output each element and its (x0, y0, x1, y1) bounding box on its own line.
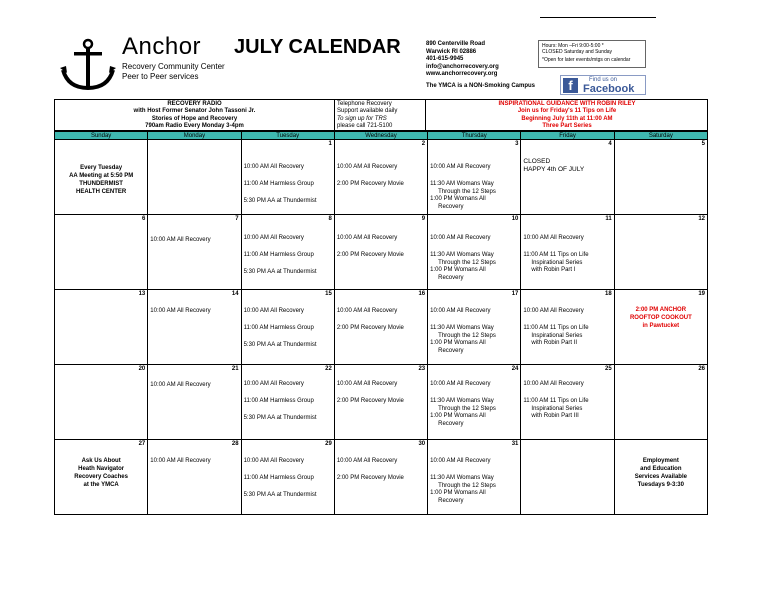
note-line: 2:00 PM ANCHOR (635, 307, 687, 313)
calendar-grid (54, 131, 708, 515)
event: 2:00 PM Recovery Movie (336, 475, 404, 481)
day-number: 5 (701, 141, 705, 147)
day-number: 25 (605, 366, 612, 372)
phone-line: please call 721-5100 (337, 123, 393, 130)
day-cell (241, 290, 334, 365)
phone-line: Support available daily (337, 108, 398, 115)
weekday-header (55, 132, 708, 140)
event: 11:00 AM Harmless Group (243, 475, 314, 481)
day-number: 22 (325, 366, 332, 372)
event: 10:00 AM All Recovery (243, 235, 304, 241)
event: 11:00 AM Harmless Group (243, 398, 314, 404)
day-cell (148, 290, 241, 365)
event: 11:30 AM Womans Way (430, 181, 494, 187)
event: Through the 12 Steps (438, 405, 496, 412)
event: 10:00 AM All Recovery (336, 235, 398, 241)
aa-note (55, 164, 147, 196)
day-cell (148, 140, 241, 215)
event: 10:00 AM All Recovery (430, 235, 491, 241)
event: Recovery (438, 203, 464, 210)
hours-line-2: CLOSED Saturday and Sunday (542, 49, 613, 55)
event: 11:00 AM 11 Tips on Life (523, 398, 589, 404)
note-line: ROOFTOP COOKOUT (629, 315, 692, 321)
day-number: 6 (141, 216, 146, 222)
weekday-wednesday: Wednesday (334, 132, 427, 140)
radio-line: Stories of Hope and Recovery (151, 115, 238, 122)
event: 2:00 PM Recovery Movie (336, 181, 404, 187)
day-number: 7 (235, 216, 239, 222)
tagline-line-2: Peer to Peer services (122, 72, 199, 81)
info-banner (54, 99, 708, 131)
day-number: 2 (421, 141, 426, 147)
week-row (55, 215, 708, 290)
day-number: 19 (698, 291, 705, 297)
day-number: 29 (325, 441, 332, 447)
phone-line: To sign up for TRS (337, 115, 387, 122)
event: 10:00 AM All Recovery (150, 382, 211, 388)
hours-line-3: *Open for later events/mtgs on calendar (542, 57, 631, 63)
event: 10:00 AM All Recovery (336, 164, 398, 170)
event: 10:00 AM All Recovery (243, 458, 304, 464)
event: 11:30 AM Womans Way (430, 398, 494, 404)
day-cell (521, 140, 614, 215)
event: 10:00 AM All Recovery (336, 458, 398, 464)
event: Through the 12 Steps (438, 332, 496, 339)
week-row (55, 290, 708, 365)
event: 10:00 AM All Recovery (523, 308, 584, 314)
event: 1:00 PM Womans All (430, 413, 486, 419)
telephone-recovery (335, 100, 426, 130)
day-cell (148, 440, 241, 515)
day-number: 3 (515, 141, 519, 147)
note-line: and Education (640, 466, 682, 472)
weekday-sunday: Sunday (55, 132, 148, 140)
note-line: in Pawtucket (642, 323, 680, 329)
event: 11:00 AM 11 Tips on Life (523, 325, 589, 331)
inspirational-guidance (427, 100, 707, 131)
day-cell (55, 290, 148, 365)
day-cell (428, 440, 521, 515)
note-line: Tuesdays 9-3:30 (637, 482, 684, 488)
weekday-monday: Monday (148, 132, 241, 140)
day-cell (334, 365, 427, 440)
event: 10:00 AM All Recovery (523, 235, 584, 241)
day-cell (241, 215, 334, 290)
day-cell (55, 365, 148, 440)
day-number: 27 (138, 441, 146, 447)
event: 1:00 PM Womans All (430, 196, 486, 202)
week-row (55, 140, 708, 215)
campus-note: The YMCA is a NON-Smoking Campus (426, 83, 536, 89)
event: 10:00 AM All Recovery (430, 308, 491, 314)
event: 10:00 AM All Recovery (150, 308, 211, 314)
day-cell (428, 290, 521, 365)
facebook-find-label: Find us on (589, 77, 618, 83)
event: 5:30 PM AA at Thundermist (243, 492, 317, 498)
day-cell (521, 215, 614, 290)
event: Through the 12 Steps (438, 482, 496, 489)
note-line: AA Meeting at 5:50 PM (69, 173, 134, 179)
weekday-tuesday: Tuesday (241, 132, 334, 140)
event: 1:00 PM Womans All (430, 340, 486, 346)
day-number: 9 (421, 216, 426, 222)
note-line: THUNDERMIST (79, 181, 123, 187)
email-link[interactable]: info@anchorrecovery.org (426, 63, 499, 70)
phone: 401-615-9945 (426, 56, 464, 62)
weekday-saturday: Saturday (614, 132, 707, 140)
day-number: 12 (698, 216, 705, 222)
tagline-line-1: Recovery Community Center (122, 62, 225, 71)
day-number: 11 (605, 216, 612, 222)
event: 1:00 PM Womans All (430, 490, 486, 496)
event: Inspirational Series (531, 332, 583, 339)
day-number: 26 (698, 366, 705, 372)
event: 10:00 AM All Recovery (336, 381, 398, 387)
day-cell (614, 440, 707, 515)
event: 11:00 AM Harmless Group (243, 252, 314, 258)
week-row (55, 440, 708, 515)
day-cell (55, 215, 148, 290)
event: 5:30 PM AA at Thundermist (243, 342, 317, 348)
employment-note (615, 457, 707, 489)
navigator-note (55, 457, 147, 489)
day-number: 31 (511, 441, 519, 447)
day-number: 30 (418, 441, 426, 447)
event: 5:30 PM AA at Thundermist (243, 269, 317, 275)
event: 2:00 PM Recovery Movie (336, 325, 404, 331)
day-cell (428, 140, 521, 215)
day-cell (428, 365, 521, 440)
note-line: Ask Us About (81, 458, 121, 464)
day-number: 4 (608, 141, 612, 147)
address-line-1: 890 Centerville Road (426, 41, 486, 47)
cookout-note (615, 306, 707, 330)
radio-line: 790am Radio Every Monday 3-4pm (145, 123, 244, 130)
note-line: Services Available (634, 474, 687, 480)
event: 10:00 AM All Recovery (150, 458, 211, 464)
radio-line: RECOVERY RADIO (167, 101, 222, 107)
day-cell (241, 440, 334, 515)
radio-line: with Host Former Senator John Tassoni Jr. (133, 108, 256, 115)
day-number: 17 (511, 291, 519, 297)
day-cell (521, 365, 614, 440)
day-number: 1 (328, 141, 332, 147)
event: 11:00 AM 11 Tips on Life (523, 252, 589, 258)
day-cell (614, 290, 707, 365)
event: 10:00 AM All Recovery (150, 237, 211, 243)
event: Through the 12 Steps (438, 259, 496, 266)
event: 11:30 AM Womans Way (430, 475, 494, 481)
day-cell (614, 365, 707, 440)
website-link[interactable]: www.anchorrecovery.org (426, 71, 498, 77)
anchor-logo-icon (60, 38, 116, 92)
event: 5:30 PM AA at Thundermist (243, 198, 317, 204)
note-line: at the YMCA (83, 482, 119, 488)
day-number: 16 (418, 291, 426, 297)
day-cell (521, 440, 614, 515)
day-cell (241, 140, 334, 215)
event: 11:30 AM Womans Way (430, 252, 494, 258)
facebook-label: Facebook (583, 83, 635, 95)
brand-tagline (122, 62, 225, 82)
event: with Robin Part I (531, 267, 576, 273)
event: Inspirational Series (531, 405, 583, 412)
day-cell (614, 215, 707, 290)
brand-name: Anchor (122, 33, 202, 60)
event: 11:00 AM Harmless Group (243, 325, 314, 331)
event: Recovery (438, 420, 464, 427)
day-cell (55, 140, 148, 215)
day-number: 23 (418, 366, 426, 372)
event: Through the 12 Steps (438, 188, 496, 195)
event: Recovery (438, 274, 464, 281)
note-line: Heath Navigator (78, 466, 125, 472)
day-cell (614, 140, 707, 215)
day-number: 10 (511, 216, 519, 222)
recovery-radio (55, 100, 335, 131)
day-cell (334, 140, 427, 215)
day-number: 8 (328, 216, 332, 222)
day-cell (334, 215, 427, 290)
day-cell (148, 215, 241, 290)
day-number: 18 (605, 291, 612, 297)
guidance-line: INSPIRATIONAL GUIDANCE WITH ROBIN RILEY (498, 101, 636, 107)
event: 2:00 PM Recovery Movie (336, 398, 404, 404)
day-cell (241, 365, 334, 440)
hours-line-1: Hours: Mon –Fri 9:00-5:00 * (542, 43, 604, 49)
guidance-line: Beginning July 11th at 11:00 AM (521, 115, 613, 122)
note-line: Recovery Coaches (74, 474, 128, 480)
event: 10:00 AM All Recovery (243, 308, 304, 314)
event: 10:00 AM All Recovery (243, 381, 304, 387)
event: Recovery (438, 497, 464, 504)
event: with Robin Part II (531, 340, 578, 346)
day-cell (521, 290, 614, 365)
event: Recovery (438, 347, 464, 354)
event: with Robin Part III (531, 413, 579, 419)
day-number: 28 (231, 441, 239, 447)
event: 10:00 AM All Recovery (523, 381, 584, 387)
phone-line: Telephone Recovery (337, 101, 392, 107)
event: 10:00 AM All Recovery (430, 458, 491, 464)
event: 1:00 PM Womans All (430, 267, 486, 273)
day-cell (148, 365, 241, 440)
day-number: 15 (325, 291, 332, 297)
event: 11:00 AM Harmless Group (243, 181, 314, 187)
note-line: Every Tuesday (80, 165, 123, 171)
day-number: 20 (138, 366, 146, 372)
page-title: JULY CALENDAR (234, 36, 401, 58)
event: 10:00 AM All Recovery (430, 164, 491, 170)
facebook-icon: f (563, 78, 578, 93)
guidance-line: Three Part Series (542, 123, 592, 130)
holiday-note: HAPPY 4th OF JULY (523, 166, 585, 173)
weekday-thursday: Thursday (428, 132, 521, 140)
guidance-line: Join us for Friday's 11 Tips on Life (517, 108, 617, 115)
event: 5:30 PM AA at Thundermist (243, 415, 317, 421)
event: 11:30 AM Womans Way (430, 325, 494, 331)
day-number: 24 (511, 366, 519, 372)
contact-block (426, 41, 499, 79)
day-cell (55, 440, 148, 515)
day-cell (428, 215, 521, 290)
day-number: 14 (231, 291, 239, 297)
event: 10:00 AM All Recovery (336, 308, 398, 314)
note-line: Employment (642, 458, 679, 464)
day-cell (334, 290, 427, 365)
week-row (55, 365, 708, 440)
day-cell (334, 440, 427, 515)
facebook-button[interactable] (560, 75, 646, 95)
day-number: 13 (138, 291, 146, 297)
note-line: HEALTH CENTER (76, 189, 127, 195)
top-rule (540, 17, 656, 18)
day-number: 21 (231, 366, 239, 372)
weekday-friday: Friday (521, 132, 614, 140)
event: 10:00 AM All Recovery (243, 164, 304, 170)
event: 2:00 PM Recovery Movie (336, 252, 404, 258)
event: Inspirational Series (531, 259, 583, 266)
hours-box (538, 40, 646, 68)
event: 10:00 AM All Recovery (430, 381, 491, 387)
closed-note: CLOSED (523, 158, 551, 165)
address-line-2: Warwick RI 02886 (426, 48, 477, 55)
